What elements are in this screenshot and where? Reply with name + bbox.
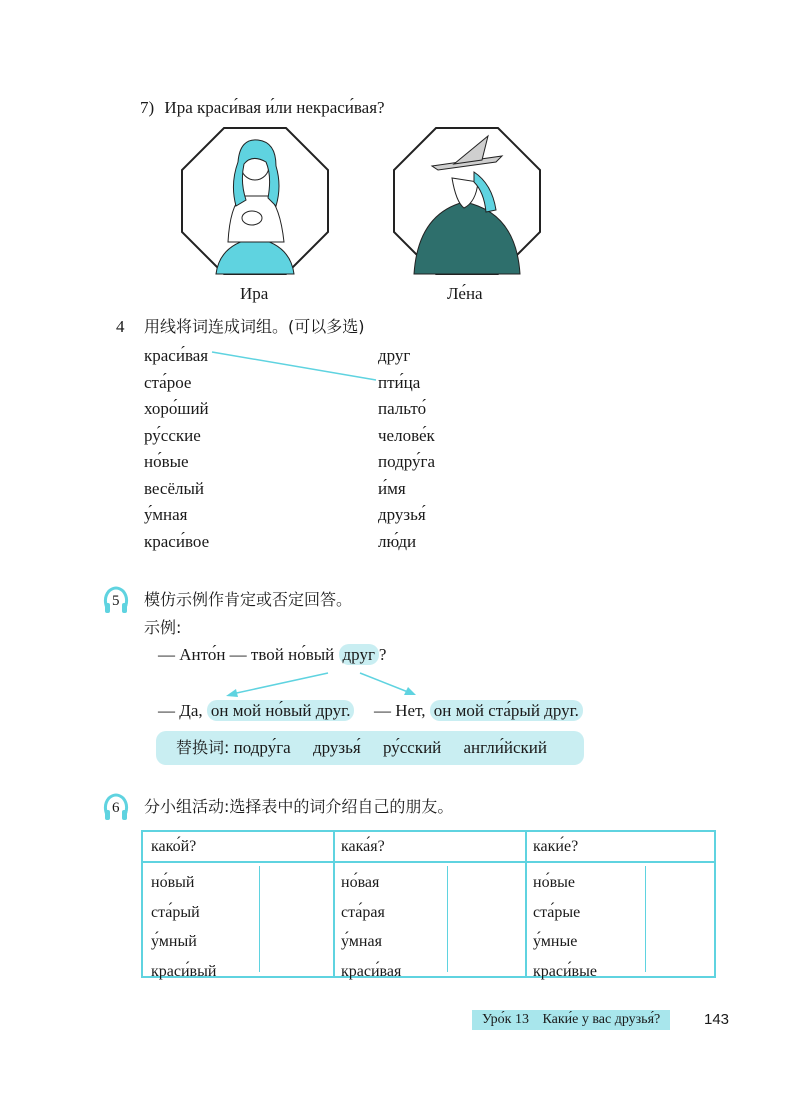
substitute-word: друзья́ bbox=[312, 738, 361, 757]
table-header: каки́е? bbox=[533, 838, 579, 855]
question-number: 7) bbox=[140, 98, 155, 117]
example-connecting-line bbox=[210, 348, 380, 388]
answer-no bbox=[374, 701, 583, 721]
lena-caption: Ле́на bbox=[447, 284, 483, 303]
answer-yes bbox=[158, 701, 354, 721]
table-cell: ста́рые bbox=[533, 903, 581, 921]
answer-yes-highlight: он мой но́вый друг. bbox=[207, 700, 355, 721]
lena-illustration bbox=[392, 126, 542, 276]
left-word[interactable]: у́мная bbox=[144, 505, 188, 524]
adjectives-table bbox=[141, 830, 716, 978]
exercise-4-instruction: 用线将词连成词组。(可以多选) bbox=[144, 317, 365, 336]
page-number: 143 bbox=[704, 1011, 730, 1028]
exercise-4-number: 4 bbox=[116, 317, 125, 336]
table-column bbox=[341, 868, 401, 986]
question-suffix: ? bbox=[378, 645, 387, 664]
table-header: кака́я? bbox=[341, 838, 385, 855]
left-word[interactable]: но́вые bbox=[144, 452, 189, 471]
table-cell: но́вые bbox=[533, 874, 575, 891]
lesson-title: Каки́е у вас друзья́? bbox=[542, 1012, 661, 1027]
question-7 bbox=[140, 98, 385, 118]
right-word[interactable]: друзья́ bbox=[378, 505, 426, 524]
table-cell: но́вый bbox=[151, 874, 195, 891]
exercise-5-number: 5 bbox=[112, 593, 120, 609]
table-cell: краси́вая bbox=[341, 962, 402, 980]
table-column bbox=[533, 868, 597, 986]
word-list-left bbox=[144, 343, 209, 555]
table-cell: но́вая bbox=[341, 874, 380, 891]
ira-illustration bbox=[180, 126, 330, 276]
table-cell: ста́рый bbox=[151, 903, 200, 921]
substitute-word: подру́га bbox=[233, 738, 291, 757]
right-word[interactable]: челове́к bbox=[378, 425, 435, 445]
answer-no-prefix: — Нет, bbox=[374, 701, 426, 720]
answer-yes-prefix: — Да, bbox=[158, 701, 203, 720]
question-text: Ира краси́вая и́ли некраси́вая? bbox=[164, 98, 385, 117]
table-cell: у́мные bbox=[533, 933, 578, 950]
answer-arrows bbox=[220, 670, 420, 700]
right-word[interactable]: пти́ца bbox=[378, 372, 421, 392]
example-question bbox=[158, 645, 386, 665]
left-word[interactable]: хоро́ший bbox=[144, 399, 209, 418]
left-word[interactable]: ру́сские bbox=[144, 425, 201, 445]
left-word[interactable]: краси́вая bbox=[144, 346, 209, 365]
table-header: како́й? bbox=[151, 838, 197, 855]
exercise-6-instruction: 分小组活动:选择表中的词介绍自己的朋友。 bbox=[144, 797, 454, 816]
question-prefix: — Анто́н — твой но́вый bbox=[158, 645, 335, 664]
lesson-footer-tag bbox=[472, 1010, 670, 1030]
table-column bbox=[151, 868, 216, 986]
table-cell: краси́вые bbox=[533, 962, 597, 980]
substitutes-row bbox=[176, 738, 547, 758]
right-word[interactable]: лю́ди bbox=[378, 531, 417, 551]
answer-no-highlight: он мой ста́рый друг. bbox=[430, 700, 583, 721]
example-label: 示例: bbox=[144, 618, 182, 637]
substitute-word: ру́сский bbox=[382, 738, 442, 757]
substitutes-box bbox=[156, 731, 584, 765]
table-cell: у́мный bbox=[151, 933, 197, 950]
exercise-6-number: 6 bbox=[112, 800, 120, 816]
substitute-word: англи́йский bbox=[463, 738, 547, 757]
table-cell: ста́рая bbox=[341, 903, 385, 921]
left-word[interactable]: весёлый bbox=[144, 478, 204, 498]
left-word[interactable]: краси́вое bbox=[144, 531, 210, 551]
lesson-number: Уро́к 13 bbox=[482, 1012, 529, 1027]
right-word[interactable]: и́мя bbox=[378, 478, 406, 498]
substitutes-label: 替换词: bbox=[176, 738, 230, 757]
left-word[interactable]: ста́рое bbox=[144, 372, 192, 392]
table-cell: у́мная bbox=[341, 933, 382, 950]
word-list-right bbox=[378, 343, 435, 555]
right-word[interactable]: друг bbox=[378, 346, 411, 365]
right-word[interactable]: подру́га bbox=[378, 452, 436, 471]
ira-caption: Ира bbox=[240, 284, 269, 303]
right-word[interactable]: пальто́ bbox=[378, 399, 427, 418]
exercise-5-instruction: 模仿示例作肯定或否定回答。 bbox=[144, 590, 353, 609]
question-highlight: друг bbox=[339, 644, 379, 665]
table-cell: краси́вый bbox=[151, 962, 217, 980]
